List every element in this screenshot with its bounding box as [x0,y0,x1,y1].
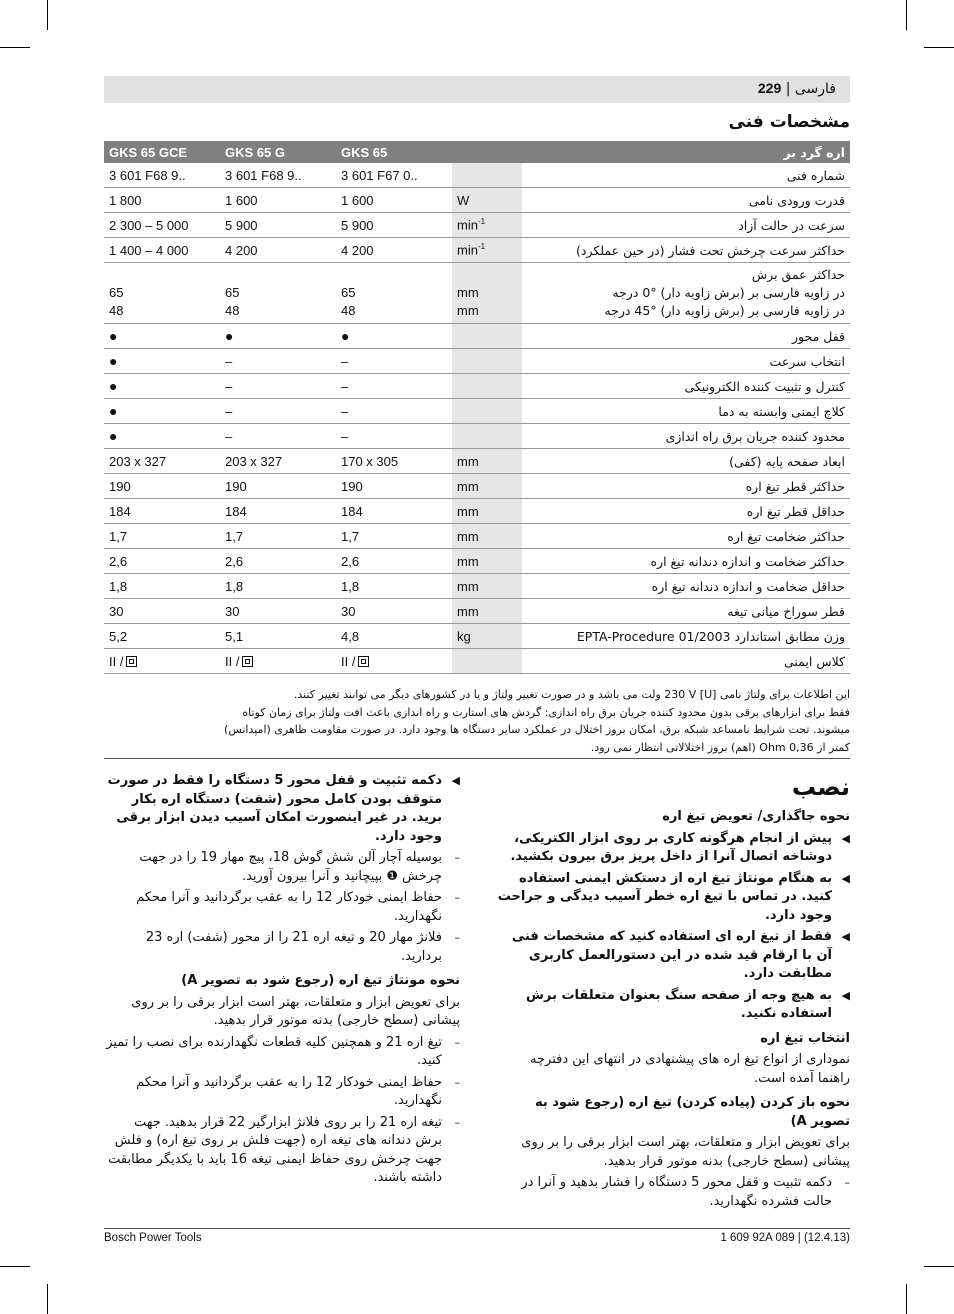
spec-value-cell [220,324,336,349]
spec-row [104,599,850,624]
spec-header-cell: GKS 65 [336,141,452,163]
spec-unit-cell: mm [452,474,522,499]
spec-value: 1,7 [109,528,128,544]
spec-value-cell [336,499,452,524]
spec-value: 2 300 – 5 000 [109,217,189,233]
spec-value-cell [336,349,452,374]
selection-text: نموداری از انواع تیغ اره های پیشنهادی در انتهای این دفترچه راهنما آمده است. [530,1052,850,1086]
spec-unit-cell [452,163,522,188]
crop-mark [47,0,48,30]
spec-row [104,624,850,649]
spec-label-cell: شماره فنی [522,163,850,188]
spec-value-cell [336,424,452,449]
mount-title: نحوه مونتاژ تیغ اره (رجوع شود به تصویر A) [181,973,460,988]
spec-sublabel: در زاویه فارسی بر (برش زاویه دار) °0 درجه [612,285,845,300]
spec-value: 1,8 [341,578,360,594]
spec-value-cell [220,574,336,599]
step-item: – حفاظ ایمنی خودکار 12 را به عقب برگردانید و آنرا محکم نگهدارید. [136,890,460,924]
spec-value-cell [220,188,336,213]
crop-mark [924,47,954,48]
spec-value: – [225,403,233,419]
spec-value-cell [104,374,220,399]
spec-value: 30 [225,603,240,619]
spec-unit: mm [457,303,479,318]
spec-value: 3 601 F68 9.. [109,167,186,183]
spec-value: – [341,403,349,419]
spec-label-cell: قدرت ورودی نامی [522,188,850,213]
dash-bullet: – [454,851,460,864]
spec-value-cell [336,263,452,324]
spec-value: ● [225,328,234,344]
page-language: فارسی [794,81,836,97]
spec-value-cell [220,213,336,238]
spec-header-cell: GKS 65 GCE [104,141,220,163]
spec-value-cell [104,188,220,213]
spec-value-cell [336,649,452,674]
spec-unit-cell [452,649,522,674]
spec-row [104,238,850,263]
spec-value-cell [104,238,220,263]
spec-value: 5 900 [225,217,258,233]
spec-value: 190 [109,478,131,494]
spec-value: II / [109,653,124,669]
spec-label-cell: کنترل و تثبیت کننده الکترونیکی [522,374,850,399]
spec-value: 184 [109,503,131,519]
spec-value: 2,6 [341,553,360,569]
spec-value: 184 [225,503,247,519]
spec-row [104,474,850,499]
spec-value-cell [104,574,220,599]
spec-label-cell [522,263,850,324]
spec-label: حداکثر عمق برش [751,267,845,282]
spec-value-cell [104,424,220,449]
dash-bullet: – [844,1176,850,1189]
spec-value: – [341,378,349,394]
page-number: 229 [757,80,782,96]
spec-value-cell [104,624,220,649]
footer-divider [104,1228,850,1229]
spec-value: 1,8 [225,578,244,594]
spec-value: 1,8 [109,578,128,594]
spec-value: 170 x 305 [341,453,399,469]
blade-change-title: نحوه جاگذاری/ تعویض تیغ اره [662,809,850,824]
spec-value-cell [220,499,336,524]
triangle-bullet-icon: ◀ [841,988,850,1002]
spec-value-blank [225,266,331,284]
footer-brand: Bosch Power Tools [104,1232,202,1244]
spec-value: 5,1 [225,628,244,644]
spec-value-cell [220,374,336,399]
spec-value: 1 600 [341,192,374,208]
spec-header-cell [452,141,522,163]
spec-value: – [225,428,233,444]
step-item: – حفاظ ایمنی خودکار 12 را به عقب برگردانید و آنرا محکم نگهدارید. [136,1074,460,1108]
spec-unit-cell: mm [452,599,522,624]
spec-unit-cell: mm [452,499,522,524]
spec-value-cell [104,399,220,424]
triangle-bullet-icon: ◀ [451,774,460,787]
spec-value-cell [220,649,336,674]
spec-value-cell [220,424,336,449]
spec-value-cell [336,624,452,649]
spec-row [104,374,850,399]
mount-text: برای تعویض ابزار و متعلقات، بهتر است ابزار برقی را بر روی پیشانی (سطح خارجی) بدنه موتور قرار بدهید. [131,994,460,1028]
spec-value-cell [220,399,336,424]
spec-value: – [225,353,233,369]
spec-label-cell: حداکثر قطر تیغ اره [522,474,850,499]
spec-unit-cell: $\min^{-1}$ [452,213,522,238]
spec-value-cell [220,349,336,374]
spec-row [104,324,850,349]
spec-value: – [225,378,233,394]
section-title: مشخصات فنی [728,112,850,132]
spec-value: 3 601 F67 0.. [341,167,418,183]
double-insulation-icon [358,656,369,667]
spec-label-cell: انتخاب سرعت [522,349,850,374]
spec-value-cell [336,549,452,574]
warning-item: ◀ فقط از تیغ اره ای استفاده کنید که مشخصات فنی آن با ارقام قید شده در این دستورالعمل کاربری مطابقت دارد. [511,929,850,981]
spec-value-cell [336,574,452,599]
spec-header-row [104,141,850,163]
spec-row [104,549,850,574]
crop-mark [924,1266,954,1267]
spec-value: 190 [225,478,247,494]
dash-bullet: – [454,931,460,944]
crop-mark [47,1284,48,1314]
spec-value: ● [109,378,118,394]
spec-value: – [341,353,349,369]
removal-title: نحوه باز کردن (پیاده کردن) تیغ اره (رجوع شود به تصویر A) [534,1095,850,1129]
procedure-column [104,772,460,1191]
spec-label-cell: حداکثر ضخامت تیغ اره [522,524,850,549]
spec-value: 203 x 327 [225,453,283,469]
spec-value: 1,7 [341,528,360,544]
spec-value: 2,6 [225,553,244,569]
spec-value: ● [109,428,118,444]
step-item: – تیغه اره 21 را بر روی فلانژ ابزارگیر 22 قرار بدهید. جهت برش دندانه های تیغه اره (جهت فلش بر روی تیغ اره) و فلش جهت چرخش روی حفاظ ایمنی تیغه 16 باید با یکدیگر مطابقت داشته باشند. [108,1114,460,1185]
spec-value: 4,8 [341,628,360,644]
dash-bullet: – [454,891,460,904]
spec-table [104,141,850,674]
spec-value-cell [220,449,336,474]
spec-value: 65 [341,285,356,300]
spec-value: 30 [341,603,356,619]
spec-value-cell [336,163,452,188]
spec-value: II / [225,653,240,669]
spec-value: 2,6 [109,553,128,569]
spec-value: 1 400 – 4 000 [109,242,189,258]
spec-value: 65 [109,285,124,300]
spec-value-cell [104,263,220,324]
step-item: – فلانژ مهار 20 و تیغه اره 21 را از محور (شفت) اره 23 بردارید. [145,930,460,964]
note-line: میشوند. تحت شرایط نامساعد شبکه برق، امکان بروز اختلال در عملکرد سایر دستگاه ها وجود دارد. در صورت مقاومت ظاهری (امپدانس) [224,723,850,736]
double-insulation-icon [126,656,137,667]
double-insulation-icon [242,656,253,667]
spec-value-cell [104,163,220,188]
dash-bullet: – [454,1035,460,1049]
spec-value: 4 200 [341,242,374,258]
spec-value: 1 600 [225,192,258,208]
install-column [497,772,850,1214]
spec-label-cell: حداکثر ضخامت و اندازه دندانه تیغ اره [522,549,850,574]
spec-label-cell: سرعت در حالت آزاد [522,213,850,238]
spec-header-cell: اره گرد بر [522,141,850,163]
install-title: نصب [791,773,850,801]
spec-value-cell [336,449,452,474]
spec-value-cell [104,474,220,499]
spec-unit-cell [452,424,522,449]
spec-label-cell: قطر سوراخ میانی تیغه [522,599,850,624]
spec-value: ● [109,328,118,344]
spec-value-cell [336,374,452,399]
spec-row [104,399,850,424]
triangle-bullet-icon: ◀ [841,871,850,885]
spec-value-cell [336,213,452,238]
spec-sublabel: در زاویه فارسی بر (برش زاویه دار) °45 درجه [604,303,845,318]
spec-value: 190 [341,478,363,494]
spec-unit-blank [457,266,517,284]
spec-value-cell [104,324,220,349]
spec-value: ● [109,403,118,419]
spec-row [104,524,850,549]
spec-value-cell [220,599,336,624]
spec-row [104,449,850,474]
triangle-bullet-icon: ◀ [841,831,850,845]
page-header: فارسی | 229 [104,76,850,103]
spec-value-cell [104,449,220,474]
spec-value-cell [104,213,220,238]
spec-unit-cell: mm [452,549,522,574]
spec-value-cell [336,238,452,263]
spec-value: 184 [341,503,363,519]
spec-row [104,499,850,524]
spec-label-cell: کلاچ ایمنی وابسته به دما [522,399,850,424]
spec-header-cell: GKS 65 G [220,141,336,163]
dash-bullet: – [454,1115,460,1129]
spec-label-cell: حداکثر سرعت چرخش تحت فشار (در حین عملکرد) [522,238,850,263]
note-line: کمتر از 0,36 Ohm (اهم) بروز اختلالاتی انتظار نمی رود. [590,740,850,754]
spec-row [104,163,850,188]
spec-value-cell [104,649,220,674]
spec-value: 5 900 [341,217,374,233]
spec-value: 1 800 [109,192,142,208]
spec-value-cell [336,599,452,624]
footer-docnum: 1 609 92A 089 | (12.4.13) [720,1232,850,1244]
spec-value-blank [109,266,215,284]
removal-text: برای تعویض ابزار و متعلقات، بهتر است ابزار برقی را بر روی پیشانی (سطح خارجی) بدنه موتور قرار بدهید. [521,1135,850,1169]
selection-title: انتخاب تیغ اره [760,1030,850,1046]
spec-unit-cell [452,399,522,424]
spec-value-cell [104,599,220,624]
dash-bullet: – [454,1075,460,1089]
spec-unit-cell: kg [452,624,522,649]
spec-row [104,188,850,213]
spec-value: 5,2 [109,628,128,644]
warning-item: ◀ به هنگام مونتاژ تیغ اره از دستکش ایمنی استفاده کنید. در تماس با تیغ اره خطر آسیب دیدگی و جراحت وجود دارد. [497,870,850,923]
spec-unit-cell [452,374,522,399]
spec-label-cell: کلاس ایمنی [522,649,850,674]
spec-unit-cell [452,263,522,324]
spec-unit-cell: mm [452,524,522,549]
spec-value-cell [336,524,452,549]
spec-label-cell: حداقل قطر تیغ اره [522,499,850,524]
spec-value: – [341,428,349,444]
spec-value-cell [336,474,452,499]
spec-value-cell [220,549,336,574]
spec-unit: mm [457,285,479,300]
triangle-bullet-icon: ◀ [841,930,850,943]
spec-label-cell: حداقل ضخامت و اندازه دندانه تیغ اره [522,574,850,599]
spec-value-cell [104,549,220,574]
spec-row [104,574,850,599]
spec-value-blank [341,266,447,284]
crop-mark [0,1266,30,1267]
spec-value-cell [104,524,220,549]
note-line: فقط برای ابزارهای برقی بدون محدود کننده جریان برق راه اندازی: گردش های استارت و راه اندازی باعث افت ولتاژ برای زمان کوتاه [242,705,850,719]
spec-unit-cell: mm [452,574,522,599]
warning-item: ◀ پیش از انجام هرگونه کاری بر روی ابزار الکتریکی، دوشاخه اتصال آنرا از داخل پریز برق بیرون بکشید. [510,830,850,864]
spec-unit-cell [452,324,522,349]
spec-value-cell [220,624,336,649]
spec-value-cell [104,349,220,374]
spec-value: 4 200 [225,242,258,258]
spec-unit-cell: mm [452,449,522,474]
spec-value-cell [220,524,336,549]
spec-value: ● [109,353,118,369]
warning-item: ◀ به هیچ وجه از صفحه سنگ بعنوان متعلقات برش استفاده نکنید. [526,987,850,1021]
spec-row [104,349,850,374]
warning-item: ◀ دکمه تثبیت و قفل محور 5 دستگاه را فقط در صورت متوقف بودن کامل محور (شفت) دستگاه اره بکار برید. در غیر اینصورت امکان آسیب دیدن ابزار برقی وجود دارد. [107,773,460,844]
spec-value: 30 [109,603,124,619]
spec-unit-cell [452,349,522,374]
spec-row [104,424,850,449]
crop-mark [0,47,30,48]
spec-value: 203 x 327 [109,453,167,469]
spec-unit-cell: W [452,188,522,213]
spec-value-cell [220,474,336,499]
spec-value: 3 601 F68 9.. [225,167,302,183]
spec-value: 48 [225,303,240,318]
step-item: – بوسیله آچار آلن شش گوش 18، پیچ مهار 19 را در جهت چرخش ❶ بپیچانید و آنرا بیرون آورید. [139,850,460,884]
crop-mark [906,0,907,30]
crop-mark [906,1284,907,1314]
spec-value: 65 [225,285,240,300]
spec-value-cell [220,263,336,324]
spec-value: 48 [341,303,356,318]
spec-value: 48 [109,303,124,318]
note-line: این اطلاعات برای ولتاژ نامی [U] 230 V ولت می باشد و در صورت تغییر ولتاژ و یا در کشورهای دیگر می توانند تغییر کنند. [293,688,850,701]
spec-unit-cell: $\min^{-1}$ [452,238,522,263]
spec-value-cell [336,188,452,213]
spec-value: 1,7 [225,528,244,544]
spec-label-cell: محدود کننده جریان برق راه اندازی [522,424,850,449]
spec-value-cell [220,238,336,263]
spec-row [104,213,850,238]
spec-value-cell [104,499,220,524]
spec-notes [104,686,850,759]
spec-label-cell: قفل محور [522,324,850,349]
spec-row [104,263,850,324]
spec-row [104,649,850,674]
step-item: – دکمه تثبیت و قفل محور 5 دستگاه را فشار بدهید و آنرا در حالت فشرده نگهدارید. [521,1175,850,1209]
spec-value: II / [341,653,356,669]
spec-value-cell [336,324,452,349]
spec-value-cell [220,163,336,188]
spec-value: ● [341,328,350,344]
spec-label-cell: وزن مطابق استاندارد EPTA-Procedure 01/2003 [522,624,850,649]
spec-value-cell [336,399,452,424]
spec-label-cell: ابعاد صفحه پایه (کفی) [522,449,850,474]
step-item: – تیغ اره 21 و همچنین کلیه قطعات نگهدارنده برای نصب را تمیز کنید. [106,1034,460,1068]
